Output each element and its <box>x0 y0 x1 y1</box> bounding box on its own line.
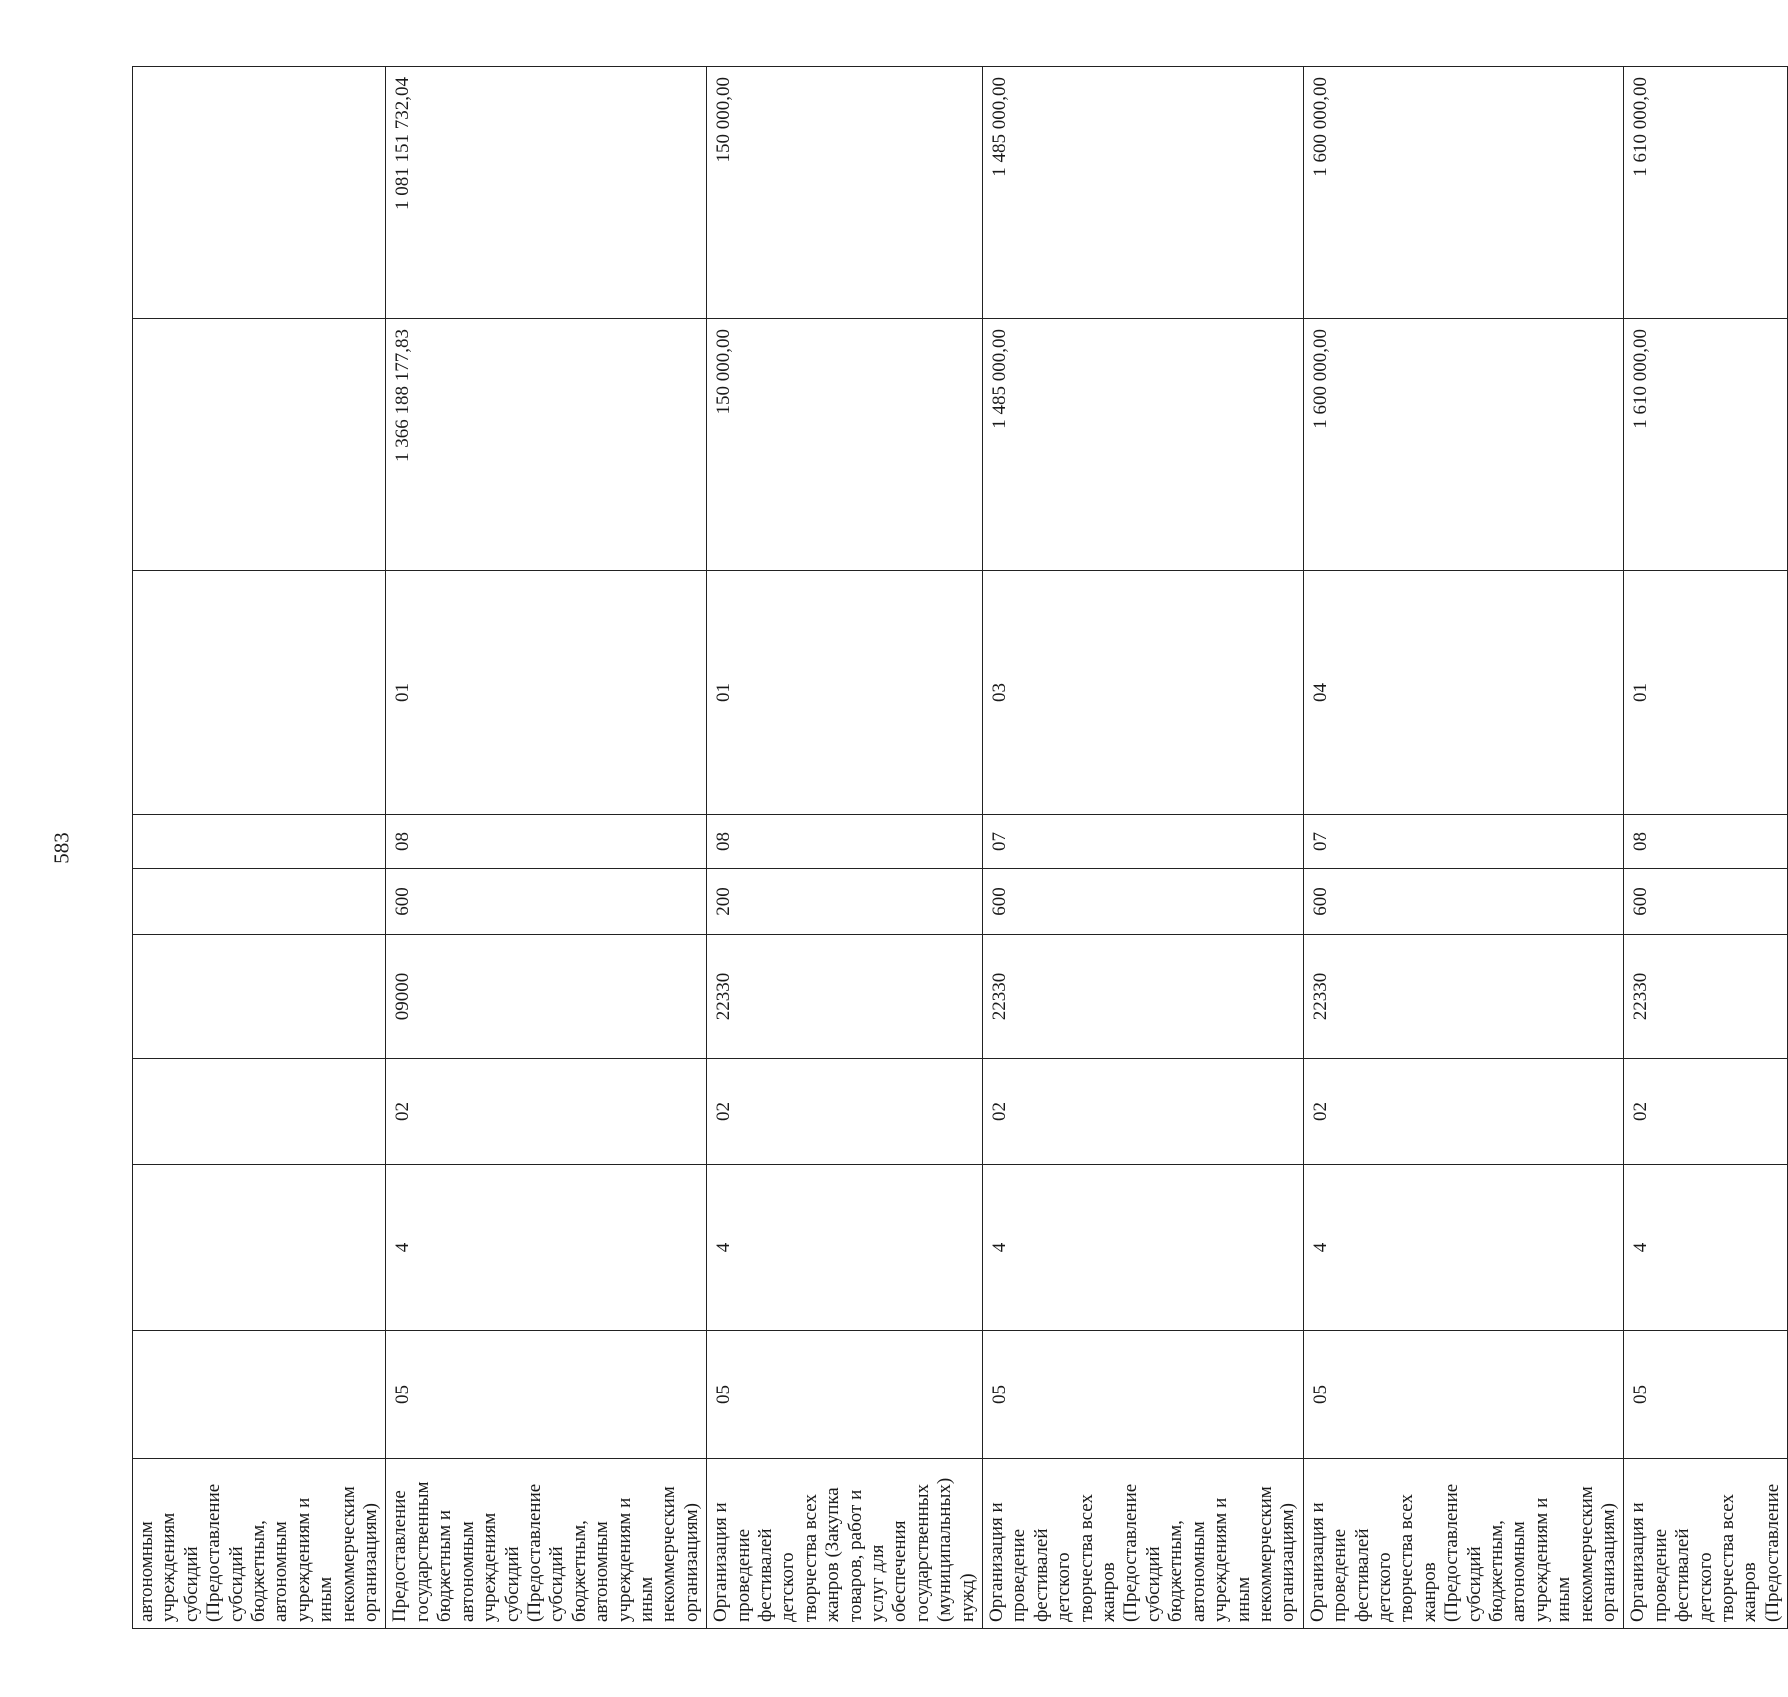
row-code: 600 <box>1303 869 1624 935</box>
row-code: 08 <box>707 815 983 869</box>
row-code: 04 <box>1303 571 1624 815</box>
row-code: 01 <box>386 571 707 815</box>
row-code: 600 <box>386 869 707 935</box>
row-code: 07 <box>983 815 1304 869</box>
table-row <box>386 67 707 1629</box>
row-description: Организация и проведение фестивалей детского творчества всех жанров (Закупка товаров, работ и услуг для обеспечения государственных (муниципальных) нужд) <box>707 1459 983 1629</box>
table-row <box>133 67 386 1629</box>
row-amount: 1 366 188 177,83 <box>386 319 707 571</box>
row-code: 02 <box>386 1059 707 1165</box>
row-code: 01 <box>707 571 983 815</box>
row-amount: 1 081 151 732,04 <box>386 67 707 319</box>
row-code: 4 <box>1624 1165 1788 1331</box>
row-code: 4 <box>1303 1165 1624 1331</box>
row-code <box>133 869 386 935</box>
row-code: 07 <box>1303 815 1624 869</box>
row-amount <box>133 67 386 319</box>
row-amount <box>133 319 386 571</box>
row-amount: 150 000,00 <box>707 319 983 571</box>
table-row <box>1624 67 1788 1629</box>
row-code: 05 <box>1624 1331 1788 1459</box>
row-code: 02 <box>983 1059 1304 1165</box>
row-code: 22330 <box>707 935 983 1059</box>
row-code: 200 <box>707 869 983 935</box>
row-code: 08 <box>386 815 707 869</box>
row-description: Организация и проведение фестивалей детского творчества всех жанров (Предоставление субсидий бюджетным, автономным учреждениям и иным некоммерческим организациям) <box>983 1459 1304 1629</box>
row-code: 600 <box>1624 869 1788 935</box>
budget-table-wrapper <box>132 67 1783 1629</box>
row-amount: 1 600 000,00 <box>1303 67 1624 319</box>
row-code <box>133 1059 386 1165</box>
row-amount: 1 485 000,00 <box>983 319 1304 571</box>
budget-table <box>132 66 1788 1629</box>
row-code: 22330 <box>983 935 1304 1059</box>
row-description: Организация и проведение фестивалей детского творчества всех жанров (Предоставление <box>1624 1459 1788 1629</box>
row-code <box>133 1165 386 1331</box>
row-code: 02 <box>1303 1059 1624 1165</box>
table-row <box>707 67 983 1629</box>
row-code: 03 <box>983 571 1304 815</box>
row-code: 02 <box>1624 1059 1788 1165</box>
row-code: 05 <box>386 1331 707 1459</box>
row-description: Предоставление государственным бюджетным и автономным учреждениям субсидий (Предоставление субсидий бюджетным, автономным учреждениям и иным некоммерческим организациям) <box>386 1459 707 1629</box>
table-row <box>983 67 1304 1629</box>
row-amount: 1 610 000,00 <box>1624 319 1788 571</box>
row-code <box>133 571 386 815</box>
row-code: 08 <box>1624 815 1788 869</box>
row-code: 22330 <box>1624 935 1788 1059</box>
row-description: Организация и проведение фестивалей детского творчества всех жанров (Предоставление субсидий бюджетным, автономным учреждениям и иным некоммерческим организациям) <box>1303 1459 1624 1629</box>
row-code <box>133 815 386 869</box>
row-amount: 1 485 000,00 <box>983 67 1304 319</box>
row-code: 4 <box>386 1165 707 1331</box>
row-code: 22330 <box>1303 935 1624 1059</box>
row-code: 09000 <box>386 935 707 1059</box>
row-code <box>133 1331 386 1459</box>
row-description: автономным учреждениям субсидий (Предоставление субсидий бюджетным, автономным учреждениям и иным некоммерческим организациям) <box>133 1459 386 1629</box>
row-amount: 1 610 000,00 <box>1624 67 1788 319</box>
row-code: 05 <box>983 1331 1304 1459</box>
page-number: 583 <box>49 832 74 864</box>
row-code: 4 <box>707 1165 983 1331</box>
row-code: 600 <box>983 869 1304 935</box>
table-row <box>1303 67 1624 1629</box>
row-amount: 150 000,00 <box>707 67 983 319</box>
row-code: 05 <box>1303 1331 1624 1459</box>
row-amount: 1 600 000,00 <box>1303 319 1624 571</box>
row-code: 4 <box>983 1165 1304 1331</box>
row-code <box>133 935 386 1059</box>
row-code: 05 <box>707 1331 983 1459</box>
row-code: 01 <box>1624 571 1788 815</box>
row-code: 02 <box>707 1059 983 1165</box>
